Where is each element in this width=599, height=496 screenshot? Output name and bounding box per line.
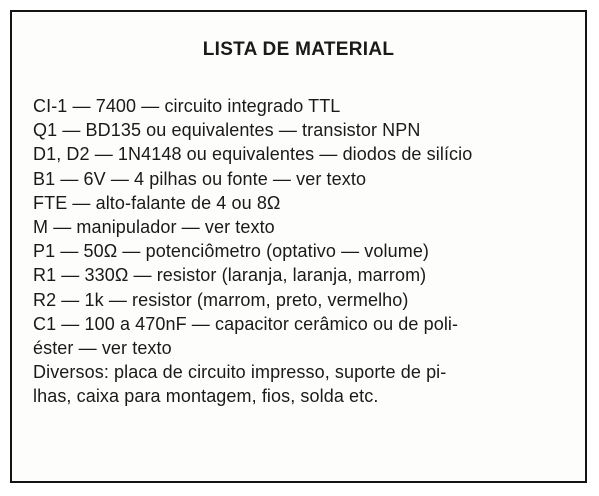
list-item: R2 — 1k — resistor (marrom, preto, vermelho) (33, 289, 409, 310)
list-item: Q1 — BD135 ou equivalentes — transistor NPN (33, 120, 421, 141)
list-title: LISTA DE MATERIAL (202, 39, 395, 60)
list-item: Diversos: placa de circuito impresso, suporte de pi- (33, 362, 447, 383)
material-list (33, 94, 578, 409)
list-item: B1 — 6V — 4 pilhas ou fonte — ver texto (33, 168, 367, 189)
material-list-box (10, 10, 587, 483)
list-item: lhas, caixa para montagem, fios, solda etc. (33, 386, 379, 407)
list-item: D1, D2 — 1N4148 ou equivalentes — diodos de silício (33, 144, 473, 165)
list-item: P1 — 50Ω — potenciômetro (optativo — volume) (33, 241, 430, 262)
list-item: M — manipulador — ver texto (33, 217, 275, 238)
list-item: éster — ver texto (33, 338, 172, 359)
list-item: CI-1 — 7400 — circuito integrado TTL (33, 96, 341, 116)
list-item: C1 — 100 a 470nF — capacitor cerâmico ou de poli- (33, 313, 459, 334)
list-item: FTE — alto-falante de 4 ou 8Ω (33, 192, 281, 213)
list-item: R1 — 330Ω — resistor (laranja, laranja, marrom) (33, 265, 427, 286)
